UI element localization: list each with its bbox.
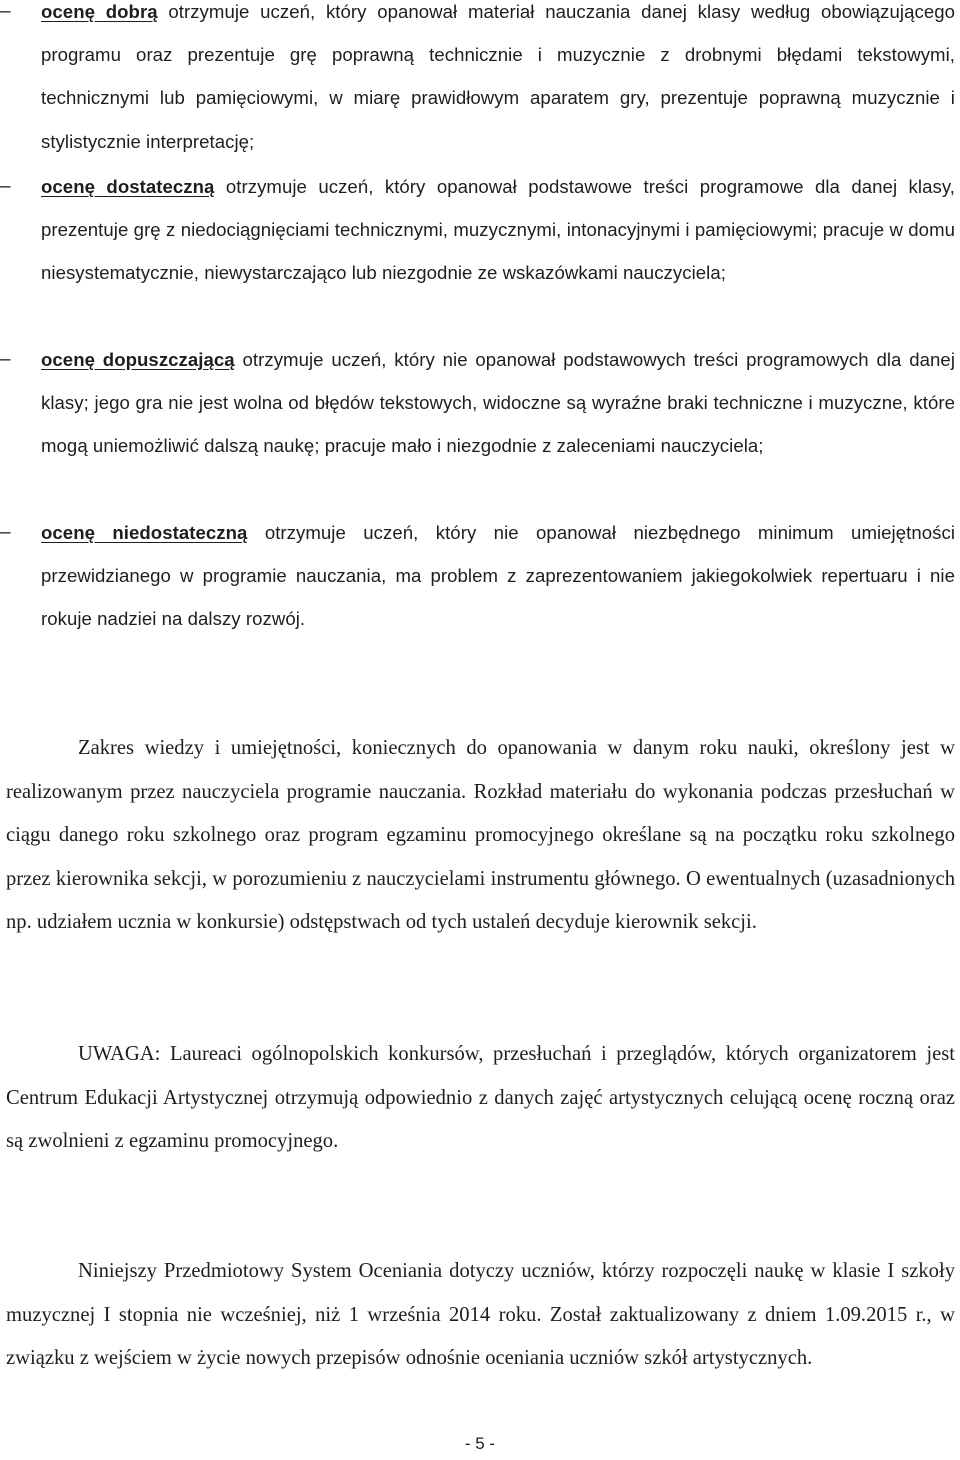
grade-description: otrzymuje uczeń, który nie opanował niezbędnego minimum umiejętności przewidzianego w programie nauczania, ma problem z zaprezentowaniem jakiegokolwiek repertuaru i nie rokuje nadziei na dalszy rozwój.: [41, 522, 955, 630]
grade-term: ocenę dobrą: [41, 1, 158, 22]
criterion-text: [41, 511, 955, 641]
grade-description: otrzymuje uczeń, który nie opanował podstawowych treści programowych dla danej klasy; jego gra nie jest wolna od błędów tekstowych, widoczne są wyraźne braki techniczne i muzyczne, które mogą uniemożliwić dalszą naukę; pracuje mało i niezgodnie z zaleceniami nauczyciela;: [41, 349, 956, 457]
list-dash: –: [0, 1, 11, 22]
grade-description: otrzymuje uczeń, który opanował podstawowe treści programowe dla danej klasy, prezentuje grę z niedociągnięciami technicznymi, muzycznymi, intonacyjnymi i pamięciowymi; pracuje w domu niesystematycznie, niewystarczająco lub niezgodnie ze wskazówkami nauczyciela;: [41, 176, 956, 284]
list-dash: –: [0, 176, 11, 197]
grade-term: ocenę niedostateczną: [41, 522, 248, 543]
criterion-text: [41, 165, 955, 295]
grade-description: otrzymuje uczeń, który opanował materiał nauczania danej klasy według obowiązującego programu oraz prezentuje grę poprawną technicznie i muzycznie z drobnymi błędami tekstowymi, technicznymi lub pamięciowymi, w miarę prawidłowym aparatem gry, prezentuje poprawną muzycznie i stylistycznie interpretację;: [41, 1, 955, 152]
page-number: - 5 -: [464, 1434, 496, 1453]
criterion-text: [41, 338, 955, 468]
criterion-text: [41, 0, 955, 163]
grade-term: ocenę dostateczną: [41, 176, 215, 197]
paragraph-niniejszy: Niniejszy Przedmiotowy System Oceniania dotyczy uczniów, którzy rozpoczęli naukę w klasie I szkoły muzycznej I stopnia nie wcześniej, niż 1 września 2014 roku. Został zaktualizowany z dniem 1.09.2015 r., w związku z wejściem w życie nowych przepisów odnośnie oceniania uczniów szkół artystycznych.: [6, 1260, 955, 1370]
list-dash: –: [0, 522, 11, 543]
paragraph-zakres: Zakres wiedzy i umiejętności, koniecznych do opanowania w danym roku nauki, określony jest w realizowanym przez nauczyciela programie nauczania. Rozkład materiału do wykonania podczas przesłuchań w ciągu danego roku szkolnego oraz program egzaminu promocyjnego określane są na początku roku szkolnego przez kierownika sekcji, w porozumieniu z nauczycielami instrumentu głównego. O ewentualnych (uzasadnionych np. udziałem ucznia w konkursie) odstępstwach od tych ustaleń decyduje kierownik sekcji.: [6, 737, 955, 934]
list-dash: –: [0, 349, 11, 370]
paragraph-uwaga: UWAGA: Laureaci ogólnopolskich konkursów, przesłuchań i przeglądów, których organizatorem jest Centrum Edukacji Artystycznej otrzymują odpowiednio z danych zajęć artystycznych celującą ocenę roczną oraz są zwolnieni z egzaminu promocyjnego.: [6, 1043, 955, 1153]
grade-term: ocenę dopuszczającą: [41, 349, 235, 370]
